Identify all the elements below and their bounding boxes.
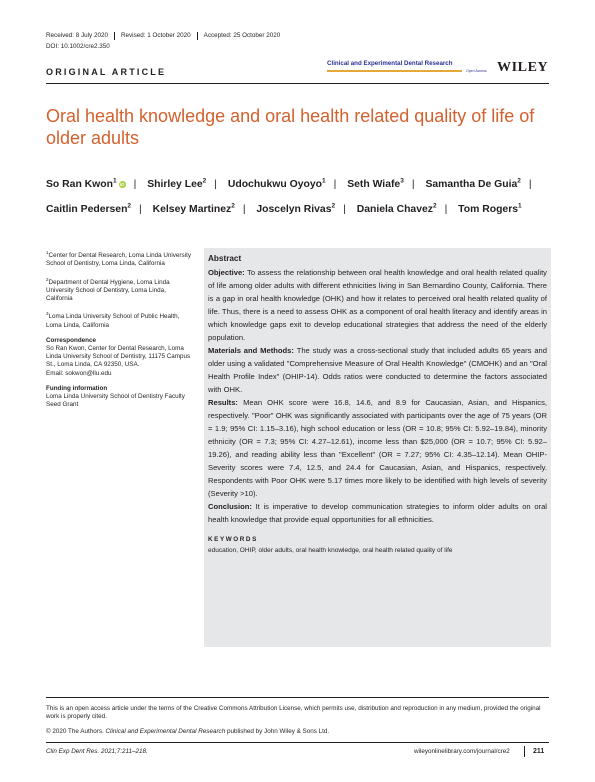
author-name[interactable]: [458, 204, 521, 215]
abstract-conclusion: [208, 500, 547, 526]
journal-name[interactable]: Clinical and Experimental Dental Research: [327, 60, 453, 67]
author-name[interactable]: [357, 204, 437, 215]
results-text: Mean OHK score were 16.8, 14.6, and 8.9 for Caucasian, Asian, and Hispanics, respectively. "Poor" OHK was significantly associated with participants over the age of 75 years (OR = 1.9; 95% CI: 1.15–3.16), high school education or less (OR = 10.8; 95% CI: 5.92–19.84), minority ethnicity (OR = 7.3; 95% CI: 4.27–12.61), income less than $25,000 (OR = 10.7; 95% CI: 5.92–19.26), and reading ability less than "Excellent" (OR = 7.27; 95% CI: 4.35–12.14). Mean OHIP-Severity scores were 7.4, 12.5, and 24.4 for Caucasian, Asian, and Hispanics, respectively. Respondents with Poor OHK were 5.17 times more likely to be identified with high levels of severity (Severity >10).: [208, 398, 547, 498]
results-label: Results:: [208, 398, 238, 407]
journal-underline: [327, 70, 462, 72]
abstract-objective: [208, 266, 547, 344]
article-type: ORIGINAL ARTICLE: [46, 67, 167, 77]
methods-text: The study was a cross-sectional study that included adults 65 years and older using a validated "Comprehensive Measure of Oral Health Knowledge" (CMOHK) and an "Oral Health Profile Index" (OHIP-14). Odds ratios were conducted to determine the factors associated with OHK.: [208, 346, 547, 394]
author-affiliation-number: 2: [331, 202, 336, 210]
author-name[interactable]: [228, 179, 326, 190]
conclusion-label: Conclusion:: [208, 502, 252, 511]
funding: [46, 385, 191, 410]
author-affiliation-number: 1: [518, 202, 522, 210]
author-name[interactable]: [147, 179, 206, 190]
journal-website[interactable]: wileyonlinelibrary.com/journal/cre2: [414, 748, 510, 755]
affiliation-text: Department of Dental Hygiene, Loma Linda University School of Dentistry, Loma Linda, California: [46, 278, 170, 302]
author-name[interactable]: [46, 179, 126, 190]
revised-date: Revised: 1 October 2020: [115, 32, 198, 40]
author-name-text: Tom Rogers: [458, 203, 519, 215]
copyright-notice: [46, 728, 551, 736]
affiliation-number: 1: [46, 250, 49, 255]
author-name-text: Udochukwu Oyoyo: [227, 179, 322, 191]
author-separator: |: [242, 203, 246, 215]
affiliations: [46, 249, 191, 330]
author-name-text: Caitlin Pedersen: [46, 203, 128, 215]
page-number: 211: [533, 748, 545, 755]
abstract-heading: Abstract: [208, 254, 242, 263]
submission-dates: [46, 32, 286, 40]
author-name[interactable]: [46, 204, 131, 215]
author-affiliation-number: 2: [127, 202, 132, 210]
footer-divider: [46, 697, 549, 698]
abstract-box: [204, 248, 551, 647]
correspondence-label: Correspondence: [46, 336, 97, 344]
correspondence-email[interactable]: Email: sokwon@llu.edu: [46, 369, 112, 377]
correspondence-text: So Ran Kwon, Center for Dental Research, Loma Linda University School of Dentistry, 11175 Campus St., Loma Linda, CA 92350, USA.: [46, 344, 191, 369]
author-name[interactable]: [347, 179, 404, 190]
author-separator: |: [333, 179, 337, 191]
author-affiliation-number: 2: [517, 178, 521, 185]
affiliation: [46, 249, 191, 269]
orcid-icon[interactable]: iD: [119, 182, 125, 188]
copyright-prefix: © 2020 The Authors.: [46, 728, 104, 735]
author-name[interactable]: [256, 204, 335, 215]
affiliation-text: Loma Linda University School of Public Health, Loma Linda, California: [46, 313, 180, 329]
accepted-date: Accepted: 25 October 2020: [203, 32, 281, 39]
author-affiliation-number: 1: [321, 178, 326, 185]
objective-text: To assess the relationship between oral health knowledge and oral health related quality of life among older adults with different ethnicities living in San Bernardino County, California. There is a gap in oral health knowledge (OHK) and how it relates to perceived oral health related quality of life. Thus, there is a need to assess OHK as a component of oral health literacy and identify areas in which knowledge gaps exit to develop educational strategies that address the need of the elderly population.: [208, 268, 547, 342]
author-name-text: Kelsey Martinez: [152, 203, 232, 215]
open-access-label: Open Access: [466, 69, 487, 73]
author-list: [46, 171, 551, 220]
author-affiliation-number: 3: [400, 178, 404, 185]
affiliation: [46, 276, 191, 304]
correspondence: [46, 337, 191, 378]
affiliation-number: 2: [46, 276, 49, 282]
funding-text: Loma Linda University School of Dentistry Faculty Seed Grant: [46, 392, 185, 409]
article-info-column: [46, 249, 191, 416]
author-name-text: So Ran Kwon: [46, 179, 113, 191]
conclusion-text: It is imperative to develop communication strategies to inform older adults on oral health knowledge that provide equal opportunities for all ethnicities.: [208, 502, 547, 524]
author-name[interactable]: [425, 179, 520, 190]
author-name[interactable]: [153, 204, 235, 215]
methods-label: Materials and Methods:: [208, 346, 294, 355]
abstract-results: [208, 396, 547, 500]
objective-label: Objective:: [208, 268, 245, 277]
abstract-methods: [208, 344, 547, 396]
author-affiliation-number: 2: [231, 202, 235, 210]
author-separator: |: [139, 203, 142, 215]
author-affiliation-number: 1: [112, 178, 117, 185]
author-separator: |: [133, 179, 137, 191]
affiliation-number: 3: [46, 311, 49, 317]
header-divider: [46, 83, 549, 84]
author-name-text: Samantha De Guia: [425, 179, 518, 191]
citation: Clin Exp Dent Res. 2021;7:211–218.: [46, 748, 148, 755]
keywords: education, OHIP, older adults, oral health knowledge, oral health related quality of life: [208, 547, 453, 554]
publisher-logo: WILEY: [497, 60, 549, 75]
author-separator: |: [343, 203, 346, 215]
author-separator: |: [444, 203, 448, 215]
author-name-text: Shirley Lee: [147, 179, 203, 191]
author-affiliation-number: 2: [432, 202, 437, 210]
received-date: Received: 8 July 2020: [46, 32, 115, 40]
author-name-text: Daniela Chavez: [356, 203, 433, 215]
author-name-text: Seth Wiafe: [347, 179, 401, 191]
license-notice: This is an open access article under the terms of the Creative Commons Attribution License, which permits use, distribution and reproduction in any medium, provided the original work is properly cited.: [46, 705, 541, 721]
author-separator: |: [214, 179, 217, 191]
author-name-text: Joscelyn Rivas: [256, 203, 332, 215]
author-separator: |: [528, 179, 532, 191]
page-number-divider: [524, 746, 525, 757]
author-separator: |: [411, 179, 415, 191]
affiliation: [46, 310, 191, 330]
article-title: Oral health knowledge and oral health related quality of life of older adults: [46, 106, 535, 148]
funding-label: Funding information: [46, 384, 108, 392]
keywords-heading: KEYWORDS: [208, 536, 258, 543]
affiliation-text: Center for Dental Research, Loma Linda University School of Dentistry, Loma Linda, California: [46, 252, 191, 268]
copyright-suffix: published by John Wiley & Sons Ltd.: [226, 728, 330, 735]
doi[interactable]: DOI: 10.1002/cre2.350: [46, 43, 110, 50]
citation-divider: [46, 742, 549, 743]
copyright-journal: Clinical and Experimental Dental Research: [105, 728, 226, 735]
author-affiliation-number: 2: [202, 178, 207, 185]
